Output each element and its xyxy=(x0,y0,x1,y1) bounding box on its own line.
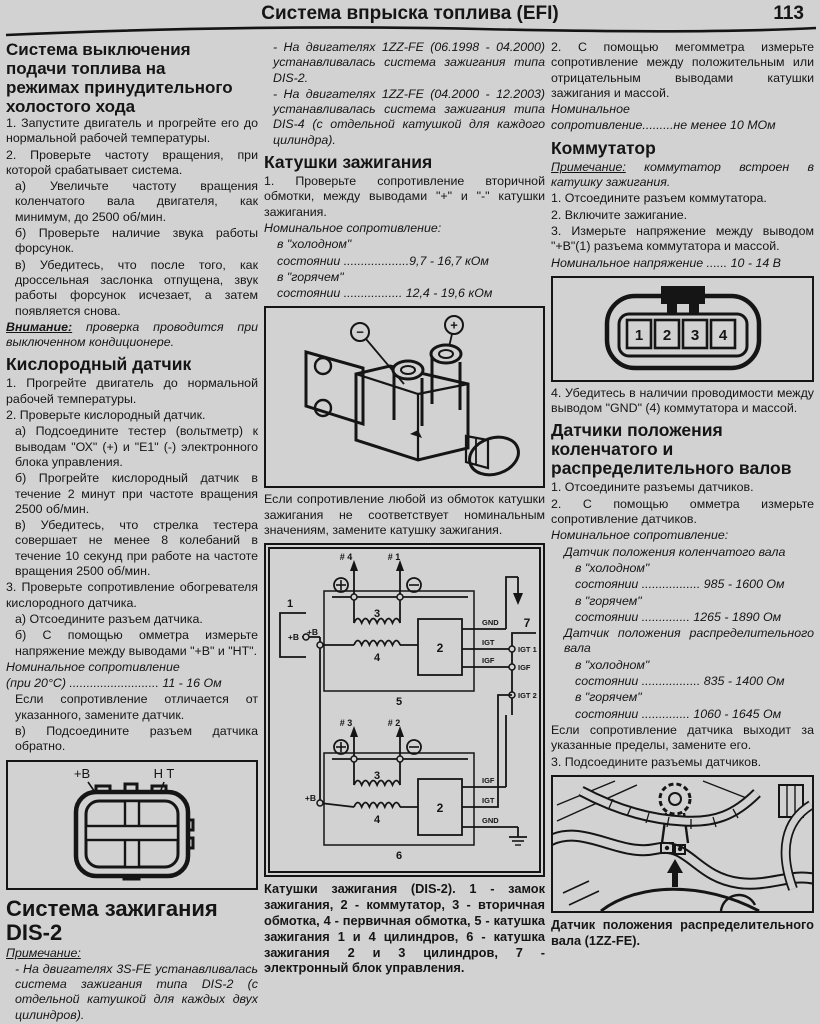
secondary-winding-label: 3 xyxy=(373,770,381,783)
nominal-value: сопротивление.........не менее 10 МОм xyxy=(551,118,776,133)
pin-2-label: 2 xyxy=(662,326,672,344)
note-text: коммутатор встроен в катушку зажигания. xyxy=(551,159,814,190)
value-line: состоянии ................. 12,4 - 19,6 кОм xyxy=(277,286,493,301)
minus-terminal-label: − xyxy=(356,324,364,340)
figure-oxygen-connector xyxy=(6,760,258,890)
primary-winding-label: 4 xyxy=(373,652,381,665)
camshaft-sensor-illustration xyxy=(553,777,812,911)
value-line: в "горячем" xyxy=(277,269,344,284)
ignition-coil-diagram xyxy=(266,308,543,486)
step: 1. Проверьте сопротивление вторичной обмотки, между выводами "+" и "-" катушки зажигания. xyxy=(264,174,545,219)
section-heading-oxygen-sensor: Кислородный датчик xyxy=(6,354,192,375)
coil-1-4-label: 5 xyxy=(395,696,403,709)
page-number: 113 xyxy=(773,3,804,24)
cylinder-3-label: # 3 xyxy=(339,718,353,729)
pin-1-label: 1 xyxy=(634,326,644,344)
note-label-text: Примечание: xyxy=(6,945,81,960)
heading-line: Система выключения xyxy=(6,40,191,59)
step: 3. Измерьте напряжение между выводом "+B"(1) разъема коммутатора и массой. xyxy=(551,223,814,254)
value-line: в "горячем" xyxy=(575,593,642,608)
note: - На двигателях 1ZZ-FE (06.1998 - 04.2000) устанавливалась система зажигания типа DIS-2. xyxy=(273,40,545,85)
value-line: состоянии .............. 1265 - 1890 Ом xyxy=(575,609,782,624)
value-line: состоянии ................. 835 - 1400 Ом xyxy=(575,674,785,689)
igt2-pin-label: IGT 2 xyxy=(518,691,537,701)
primary-winding-label: 4 xyxy=(373,814,381,827)
figure-caption-camshaft-sensor: Датчик положения распределительного вала (1ZZ-FE). xyxy=(551,916,814,948)
nominal-voltage: Номинальное напряжение ...... 10 - 14 В xyxy=(551,255,781,270)
nominal-label: Номинальное сопротивление: xyxy=(264,220,442,235)
warning-note xyxy=(6,320,258,351)
cylinder-1-label: # 1 xyxy=(387,552,401,563)
step: 4. Убедитесь в наличии проводимости между выводом "GND" (4) коммутатора и массой. xyxy=(551,385,814,416)
figure-dis2-schematic xyxy=(264,543,545,877)
value-line: в "холодном" xyxy=(575,560,650,575)
step: 3. Подсоедините разъемы датчиков. xyxy=(551,754,762,769)
pin-3-label: 3 xyxy=(690,326,700,344)
note-text: - На двигателях 3S-FE устанавливалась система зажигания типа DIS-2 (с отдельной катушкой для каждых двух цилиндров). xyxy=(15,961,258,1022)
step: 2. Проверьте частоту вращения, при которой срабатывает система. xyxy=(6,147,258,177)
sensor-name: Датчик положения коленчатого вала xyxy=(564,544,786,559)
step: 1. Отсоедините разъемы датчиков. xyxy=(551,480,754,495)
substep: б) Прогрейте кислородный датчик в течение 2 минут при частоте вращения 2500 об/мин. xyxy=(15,471,258,516)
igt1-pin-label: IGT 1 xyxy=(518,645,537,655)
step: 1. Отсоедините разъем коммутатора. xyxy=(551,191,767,206)
step: 1. Прогрейте двигатель до нормальной рабочей температуры. xyxy=(6,376,258,406)
step: 2. С помощью омметра измерьте сопротивление датчиков. xyxy=(551,496,814,527)
plus-b-label: +B xyxy=(306,627,318,638)
note: Если сопротивление отличается от указанного, замените датчик. xyxy=(15,692,258,722)
dis2-schematic-diagram xyxy=(266,545,543,875)
pin-label-plus-b: +B xyxy=(73,765,91,781)
cylinder-4-label: # 4 xyxy=(339,552,353,563)
note: - На двигателях 1ZZ-FE (04.2000 - 12.2003) устанавливалась система зажигания типа DIS-4 (с отдельной катушкой для каждого цилиндра). xyxy=(273,86,545,147)
step: 2. С помощью мегомметра измерьте сопротивление между положительным или отрицательным выводами катушки зажигания и массой. xyxy=(551,40,814,100)
note: Если сопротивление любой из обмоток катушки зажигания не соответствует номинальным значениям, замените катушку зажигания. xyxy=(264,492,545,538)
value-line: в "холодном" xyxy=(277,237,352,252)
coil-2-3-label: 6 xyxy=(395,850,403,863)
sensor-name: Датчик положения распределительного вала xyxy=(564,626,814,656)
substep: а) Подсоедините тестер (вольтметр) к выводам "ОХ" (+) и "Е1" (-) электронного блока управления. xyxy=(15,424,258,469)
igniter-label: 2 xyxy=(436,801,444,816)
note-label-text: Примечание: xyxy=(551,159,626,174)
section-heading-ignition-coils: Катушки зажигания xyxy=(264,152,433,173)
substep: б) Проверьте наличие звука работы форсунок. xyxy=(15,226,258,256)
pin-label-ht: H T xyxy=(153,765,175,781)
plus-b-label: +B xyxy=(304,793,316,804)
igf-label: IGF xyxy=(482,776,495,786)
substep: а) Отсоедините разъем датчика. xyxy=(15,611,203,626)
substep: в) Убедитесь, что после того, как дроссельная заслонка отпущена, звук работы форсунок исчезает, а затем появляется снова. xyxy=(15,257,258,318)
section-heading-dis2: Система зажигания DIS-2 xyxy=(6,895,218,945)
section-heading-igniter: Коммутатор xyxy=(551,137,656,158)
value-line: в "холодном" xyxy=(575,657,650,672)
heading-line: подачи топлива на xyxy=(6,59,166,78)
note xyxy=(551,160,814,191)
oxygen-connector-diagram xyxy=(8,762,256,888)
gnd-label: GND xyxy=(482,816,499,826)
note-label xyxy=(6,946,258,961)
warning-text: проверка проводится при выключенном кондиционере. xyxy=(6,319,258,350)
value-line: состоянии ................. 985 - 1600 Ом xyxy=(575,577,785,592)
figure-camshaft-sensor-photo xyxy=(551,775,814,913)
igniter-label: 2 xyxy=(436,641,444,656)
substep: в) Убедитесь, что стрелка тестера совершает не менее 8 колебаний в течение 10 секунд при работе на частоте вращения 2500 об/мин. xyxy=(15,518,258,579)
page-title: Система впрыска топлива (EFI) xyxy=(261,3,559,24)
substep: б) С помощью омметра измерьте напряжение между выводами "+B" и "HT". xyxy=(15,628,258,658)
igt-label: IGT xyxy=(482,638,495,648)
figure-ignition-coil xyxy=(264,306,545,488)
gnd-label: GND xyxy=(482,618,499,628)
figure-caption-schematic: Катушки зажигания (DIS-2). 1 - замок зажигания, 2 - коммутатор, 3 - вторичная обмотка, 4 - первичная обмотка, 5 - катушка зажигания 1 и 4 цилиндров, 6 - катушка зажигания 2 и 3 цилиндров, 7 - электронный блок управления. xyxy=(264,881,545,976)
nominal-resistance-value: (при 20°С) .......................... 11 - 16 Ом xyxy=(6,676,222,691)
plus-terminal-label: + xyxy=(450,317,458,333)
nominal-label: Номинальное xyxy=(551,102,630,117)
section-heading-position-sensors: Датчики положения коленчатого и распределительного валов xyxy=(551,420,792,479)
step: 2. Проверьте кислородный датчик. xyxy=(6,408,206,423)
nominal-label: Номинальное сопротивление: xyxy=(551,528,729,543)
nominal-resistance-label: Номинальное сопротивление xyxy=(6,659,180,674)
ignition-switch-label: 1 xyxy=(286,598,294,611)
igf-label: IGF xyxy=(482,656,495,666)
step: 3. Проверьте сопротивление обогревателя кислородного датчика. xyxy=(6,580,258,610)
section-heading-fuel-cut xyxy=(6,40,258,116)
value-line: состоянии .............. 1060 - 1645 Ом xyxy=(575,706,782,721)
note: Если сопротивление датчика выходит за указанные пределы, замените его. xyxy=(551,722,814,753)
figure-igniter-connector xyxy=(551,276,814,382)
column-middle xyxy=(264,40,545,977)
plus-b-label: +B xyxy=(287,632,299,643)
substep: в) Подсоедините разъем датчика обратно. xyxy=(15,723,258,754)
substep: а) Увеличьте частоту вращения коленчатого вала двигателя, как минимум, до 2500 об/мин. xyxy=(15,179,258,224)
igniter-connector-diagram xyxy=(553,278,812,380)
value-line: состоянии ...................9,7 - 16,7 кОм xyxy=(277,253,489,268)
secondary-winding-label: 3 xyxy=(373,608,381,621)
pin-4-label: 4 xyxy=(718,326,728,344)
heading-line: режимах принудительного xyxy=(6,78,233,97)
column-left xyxy=(6,40,258,1024)
ecu-label: 7 xyxy=(523,616,531,631)
igt-label: IGT xyxy=(482,796,495,806)
step: 1. Запустите двигатель и прогрейте его до нормальной рабочей температуры. xyxy=(6,116,258,146)
header-rule xyxy=(0,22,820,38)
igf-pin-label: IGF xyxy=(518,663,531,673)
column-right xyxy=(551,40,814,949)
value-line: в "горячем" xyxy=(575,690,642,705)
step: 2. Включите зажигание. xyxy=(551,207,688,222)
warning-label: Внимание: xyxy=(6,319,73,334)
heading-line: холостого хода xyxy=(6,97,136,116)
cylinder-2-label: # 2 xyxy=(387,718,401,729)
